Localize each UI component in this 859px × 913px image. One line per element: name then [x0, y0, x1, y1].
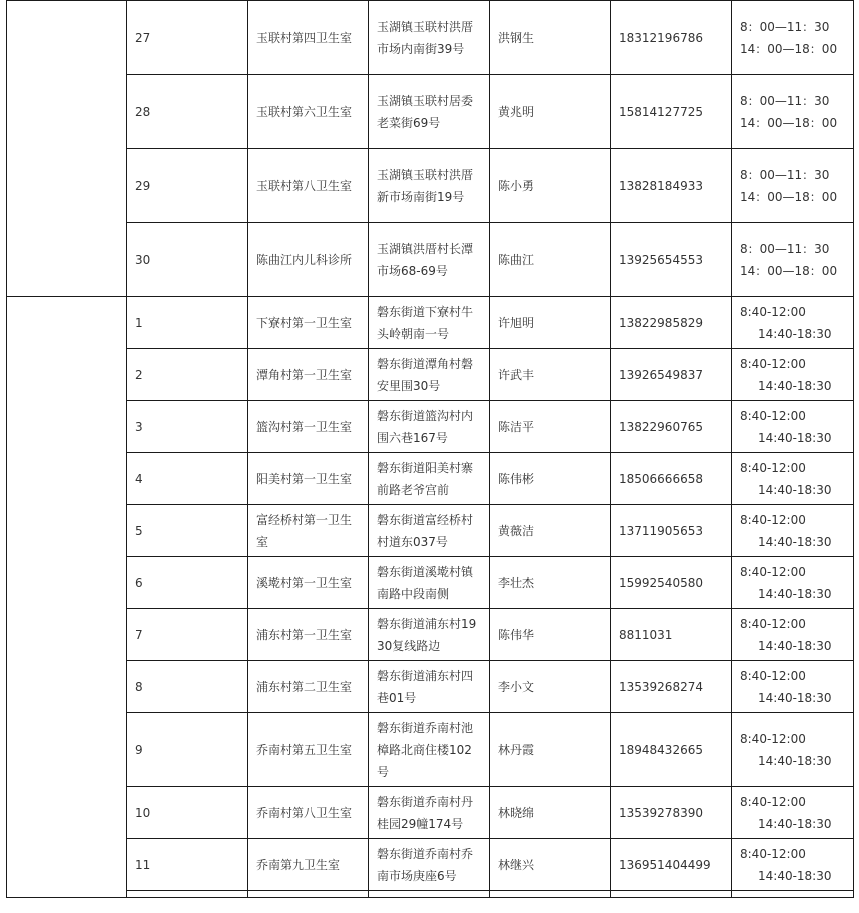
contact-person: 陈伟华	[490, 609, 611, 661]
opening-hours	[732, 557, 854, 609]
hours-afternoon: 14:40-18:30	[758, 753, 832, 768]
contact-person: 陈伟彬	[490, 453, 611, 505]
table-row	[7, 401, 854, 453]
clinic-address: 玉湖镇玉联村居委老菜街69号	[369, 75, 490, 149]
clinic-address: 磐东街道阳美村寨前路老爷宫前	[369, 453, 490, 505]
clinic-name: 下寮村第一卫生室	[248, 297, 369, 349]
clinic-name: 玉联村第八卫生室	[248, 149, 369, 223]
row-number: 9	[127, 713, 248, 787]
phone-number: 136951404499	[611, 839, 732, 891]
clinic-name: 溪墘村第一卫生室	[248, 557, 369, 609]
phone-number: 13711905653	[611, 505, 732, 557]
clinic-address: 磐东街道下寮村牛头岭朝南一号	[369, 297, 490, 349]
empty-cell	[248, 891, 369, 898]
hours-morning: 8:40-12:00	[740, 512, 806, 527]
empty-cell	[611, 891, 732, 898]
table-row	[7, 1, 854, 75]
clinic-name: 潭角村第一卫生室	[248, 349, 369, 401]
row-number: 8	[127, 661, 248, 713]
phone-number: 18948432665	[611, 713, 732, 787]
clinic-address: 磐东街道乔南村丹桂园29幢174号	[369, 787, 490, 839]
row-number: 10	[127, 787, 248, 839]
phone-number: 13926549837	[611, 349, 732, 401]
phone-number: 13539268274	[611, 661, 732, 713]
hours-morning: 8:40-12:00	[740, 846, 806, 861]
table-row	[7, 609, 854, 661]
row-number: 4	[127, 453, 248, 505]
hours-morning: 8:40-12:00	[740, 668, 806, 683]
contact-person: 李小文	[490, 661, 611, 713]
clinic-address: 磐东街道潭角村磐安里围30号	[369, 349, 490, 401]
table-row	[7, 557, 854, 609]
contact-person: 洪钢生	[490, 1, 611, 75]
hours-morning: 8:40-12:00	[740, 408, 806, 423]
contact-person: 许旭明	[490, 297, 611, 349]
clinic-name: 陈曲江内儿科诊所	[248, 223, 369, 297]
table-row-cutoff	[7, 891, 854, 898]
clinic-address: 磐东街道浦东村四巷01号	[369, 661, 490, 713]
table-row	[7, 713, 854, 787]
phone-number: 13822985829	[611, 297, 732, 349]
table-row	[7, 223, 854, 297]
clinic-table	[6, 0, 854, 898]
clinic-name: 玉联村第四卫生室	[248, 1, 369, 75]
clinic-name: 篮沟村第一卫生室	[248, 401, 369, 453]
phone-number: 13925654553	[611, 223, 732, 297]
hours-morning: 8:40-12:00	[740, 356, 806, 371]
row-number: 30	[127, 223, 248, 297]
row-number: 29	[127, 149, 248, 223]
hours-morning: 8:40-12:00	[740, 564, 806, 579]
clinic-name: 乔南村第五卫生室	[248, 713, 369, 787]
contact-person: 黄兆明	[490, 75, 611, 149]
table-row	[7, 505, 854, 557]
area-cell	[7, 297, 127, 898]
phone-number: 18506666658	[611, 453, 732, 505]
phone-number: 18312196786	[611, 1, 732, 75]
hours-afternoon: 14:40-18:30	[758, 690, 832, 705]
opening-hours	[732, 661, 854, 713]
opening-hours	[732, 609, 854, 661]
row-number: 2	[127, 349, 248, 401]
clinic-name: 浦东村第二卫生室	[248, 661, 369, 713]
table-row	[7, 297, 854, 349]
opening-hours: 8：00—11：30 14：00—18：00	[732, 149, 854, 223]
hours-afternoon: 14:40-18:30	[758, 534, 832, 549]
row-number: 11	[127, 839, 248, 891]
row-number: 3	[127, 401, 248, 453]
opening-hours	[732, 839, 854, 891]
clinic-name: 浦东村第一卫生室	[248, 609, 369, 661]
contact-person: 陈小勇	[490, 149, 611, 223]
hours-morning: 8:40-12:00	[740, 731, 806, 746]
phone-number: 13539278390	[611, 787, 732, 839]
hours-afternoon: 14:40-18:30	[758, 326, 832, 341]
clinic-name: 阳美村第一卫生室	[248, 453, 369, 505]
hours-afternoon: 14:40-18:30	[758, 868, 832, 883]
phone-number: 13828184933	[611, 149, 732, 223]
contact-person: 黄薇洁	[490, 505, 611, 557]
table-row	[7, 839, 854, 891]
table-row	[7, 453, 854, 505]
table-row	[7, 787, 854, 839]
table-row	[7, 349, 854, 401]
contact-person: 林晓绵	[490, 787, 611, 839]
clinic-address: 磐东街道浦东村1930复线路边	[369, 609, 490, 661]
clinic-address: 磐东街道乔南村池樟路北商住楼102号	[369, 713, 490, 787]
row-number: 27	[127, 1, 248, 75]
table-row	[7, 149, 854, 223]
phone-number: 13822960765	[611, 401, 732, 453]
opening-hours: 8：00—11：30 14：00—18：00	[732, 223, 854, 297]
opening-hours: 8：00—11：30 14：00—18：00	[732, 1, 854, 75]
clinic-address: 玉湖镇洪厝村长潭市场68-69号	[369, 223, 490, 297]
clinic-address: 磐东街道乔南村乔南市场庚座6号	[369, 839, 490, 891]
empty-cell	[732, 891, 854, 898]
row-number: 6	[127, 557, 248, 609]
clinic-address: 玉湖镇玉联村洪厝市场内南街39号	[369, 1, 490, 75]
opening-hours	[732, 297, 854, 349]
clinic-name: 玉联村第六卫生室	[248, 75, 369, 149]
clinic-address: 磐东街道溪墘村镇南路中段南侧	[369, 557, 490, 609]
clinic-name: 乔南村第八卫生室	[248, 787, 369, 839]
contact-person: 李壮杰	[490, 557, 611, 609]
empty-cell	[369, 891, 490, 898]
hours-afternoon: 14:40-18:30	[758, 638, 832, 653]
opening-hours	[732, 349, 854, 401]
contact-person: 陈曲江	[490, 223, 611, 297]
clinic-address: 磐东街道富经桥村村道东037号	[369, 505, 490, 557]
hours-afternoon: 14:40-18:30	[758, 482, 832, 497]
clinic-name: 乔南第九卫生室	[248, 839, 369, 891]
hours-afternoon: 14:40-18:30	[758, 378, 832, 393]
clinic-address: 玉湖镇玉联村洪厝新市场南街19号	[369, 149, 490, 223]
table-row	[7, 661, 854, 713]
contact-person: 陈洁平	[490, 401, 611, 453]
phone-number: 15814127725	[611, 75, 732, 149]
opening-hours: 8：00—11：30 14：00—18：00	[732, 75, 854, 149]
hours-afternoon: 14:40-18:30	[758, 430, 832, 445]
empty-cell	[127, 891, 248, 898]
row-number: 1	[127, 297, 248, 349]
contact-person: 许武丰	[490, 349, 611, 401]
clinic-address: 磐东街道篮沟村内围六巷167号	[369, 401, 490, 453]
row-number: 28	[127, 75, 248, 149]
phone-number: 15992540580	[611, 557, 732, 609]
opening-hours	[732, 787, 854, 839]
contact-person: 林丹霞	[490, 713, 611, 787]
row-number: 5	[127, 505, 248, 557]
empty-cell	[490, 891, 611, 898]
hours-afternoon: 14:40-18:30	[758, 586, 832, 601]
phone-number: 8811031	[611, 609, 732, 661]
hours-morning: 8:40-12:00	[740, 616, 806, 631]
table-row	[7, 75, 854, 149]
hours-afternoon: 14:40-18:30	[758, 816, 832, 831]
opening-hours	[732, 505, 854, 557]
opening-hours	[732, 401, 854, 453]
contact-person: 林继兴	[490, 839, 611, 891]
hours-morning: 8:40-12:00	[740, 460, 806, 475]
area-cell	[7, 1, 127, 297]
row-number: 7	[127, 609, 248, 661]
hours-morning: 8:40-12:00	[740, 794, 806, 809]
opening-hours	[732, 453, 854, 505]
hours-morning: 8:40-12:00	[740, 304, 806, 319]
opening-hours	[732, 713, 854, 787]
clinic-name: 富经桥村第一卫生室	[248, 505, 369, 557]
